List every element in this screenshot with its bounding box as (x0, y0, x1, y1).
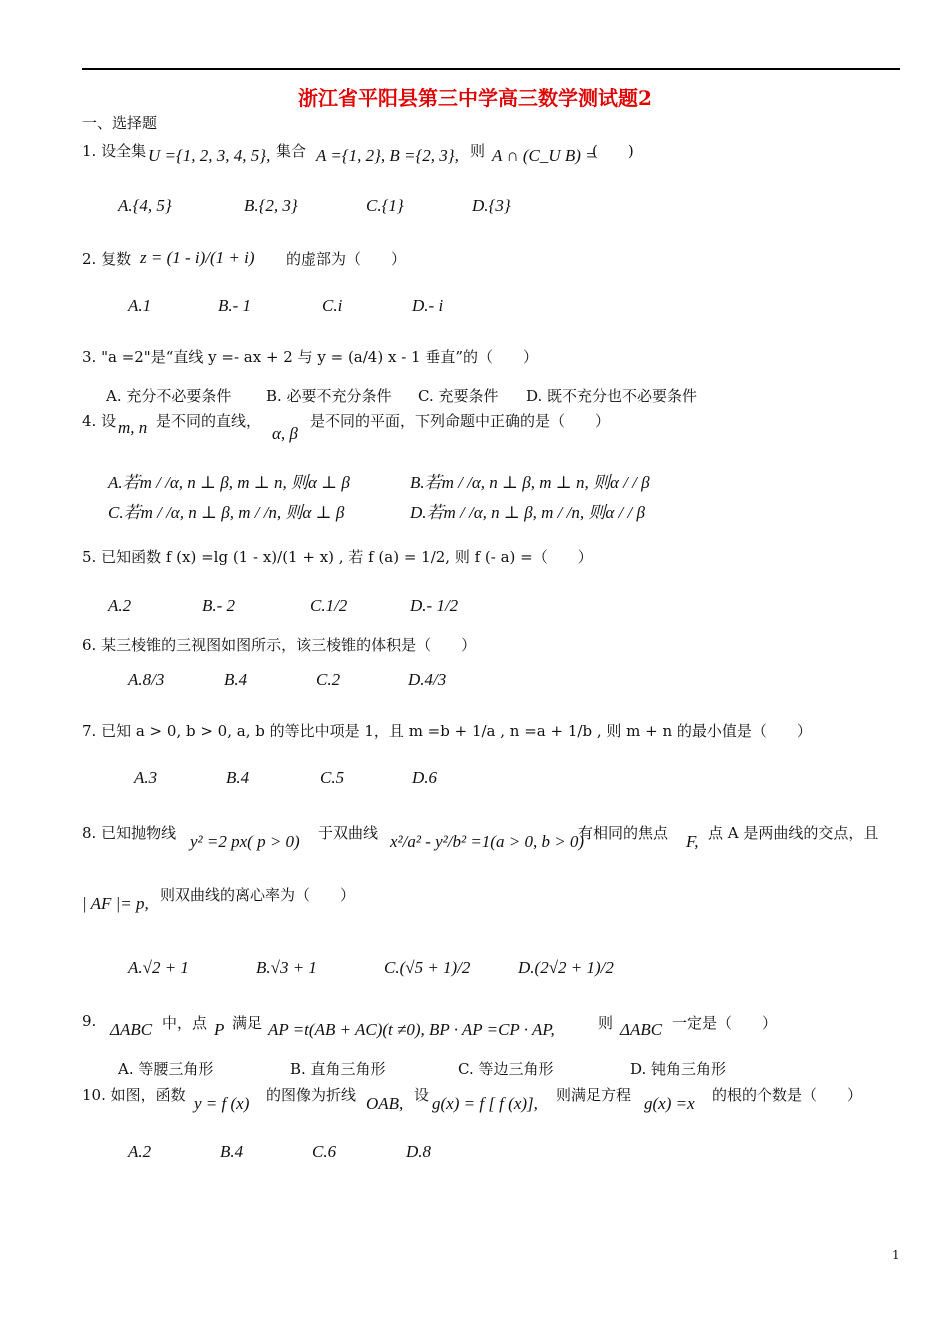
q8-line2-text: 则双曲线的离心率为（ ） (160, 886, 356, 904)
page-title: 浙江省平阳县第三中学高三数学测试题2 (298, 86, 652, 110)
q3-option-c: C. 充要条件 (418, 387, 499, 405)
q10-text-2: 的图像为折线 (266, 1086, 357, 1104)
q8-text-3: 有相同的焦点 (578, 824, 669, 842)
q4-option-c: C.若m / /α, n ⊥ β, m / /n, 则α ⊥ β (108, 503, 345, 522)
q8-option-b: B.√3 + 1 (256, 958, 317, 977)
q8-line2-math: | AF |= p, (82, 894, 149, 913)
q7-option-d: D.6 (412, 768, 438, 787)
q2-math-1: z = (1 - i)/(1 + i) (140, 248, 255, 267)
q9-math-4: ΔABC (620, 1020, 663, 1039)
q4-option-b: B.若m / /α, n ⊥ β, m ⊥ n, 则α / / β (410, 473, 650, 492)
q1-option-b: B.{2, 3} (244, 196, 298, 215)
q9-text-5: 一定是（ ） (672, 1014, 778, 1032)
q10-math-1: y = f (x) (194, 1094, 250, 1113)
q7-option-a: A.3 (134, 768, 158, 787)
q10-text-4: 则满足方程 (556, 1086, 632, 1104)
q6-option-d: D.4/3 (408, 670, 447, 689)
q8-text-4: 点 A 是两曲线的交点，且 (708, 824, 879, 842)
q8-math-3: F, (686, 832, 699, 851)
q1-text-1: 1. 设全集 (82, 142, 147, 160)
q7-text: 7. 已知 a > 0, b > 0, a, b 的等比中项是 1，且 m =b + 1/a , n =a + 1/b , 则 m + n 的最小值是（ ） (82, 722, 812, 740)
q1-option-d: D.{3} (472, 196, 511, 215)
q9-text-4: 则 (598, 1014, 614, 1032)
page-number: 1 (892, 1248, 900, 1262)
q3-option-b: B. 必要不充分条件 (266, 387, 392, 405)
q9-text-3: 满足 (232, 1014, 263, 1032)
q8-text-1: 8. 已知抛物线 (82, 824, 177, 842)
q8-text-2: 于双曲线 (318, 824, 379, 842)
q6-option-c: C.2 (316, 670, 341, 689)
q9-text-1: 9. (82, 1012, 97, 1030)
q9-option-d: D. 钝角三角形 (630, 1060, 727, 1078)
q1-paren: ( ) (592, 142, 634, 160)
q7-option-c: C.5 (320, 768, 345, 787)
q8-option-d: D.(2√2 + 1)/2 (518, 958, 614, 977)
q10-math-3: g(x) = f [ f (x)], (432, 1094, 538, 1113)
q5-text: 5. 已知函数 f (x) =lg (1 - x)/(1 + x) , 若 f (a) = 1/2, 则 f (- a) =（ ） (82, 548, 593, 566)
q4-option-a: A.若m / /α, n ⊥ β, m ⊥ n, 则α ⊥ β (108, 473, 350, 492)
q10-option-d: D.8 (406, 1142, 432, 1161)
q5-option-a: A.2 (108, 596, 132, 615)
q9-option-c: C. 等边三角形 (458, 1060, 554, 1078)
q1-math-2: A ={1, 2}, B ={2, 3}, (316, 146, 459, 165)
q1-option-a: A.{4, 5} (118, 196, 172, 215)
q6-option-a: A.8/3 (128, 670, 165, 689)
q9-option-a: A. 等腰三角形 (118, 1060, 214, 1078)
q10-math-2: OAB, (366, 1094, 404, 1113)
section-heading: 一、选择题 (82, 114, 158, 132)
q4-text-1: 4. 设 (82, 412, 117, 430)
q3-text: 3. "a =2"是“直线 y =- ax + 2 与 y = (a/4) x - 1 垂直”的（ ） (82, 348, 539, 366)
q2-option-a: A.1 (128, 296, 152, 315)
q9-math-2: P (214, 1020, 225, 1039)
q1-math-1: U ={1, 2, 3, 4, 5}, (148, 146, 271, 165)
q4-text-2: 是不同的直线， (156, 412, 262, 430)
q9-math-3: AP =t(AB + AC)(t ≠0), BP · AP =CP · AP, (268, 1020, 555, 1039)
q9-math-1: ΔABC (110, 1020, 153, 1039)
q6-text: 6. 某三棱锥的三视图如图所示，该三棱锥的体积是（ ） (82, 636, 477, 654)
q5-option-c: C.1/2 (310, 596, 348, 615)
q2-option-b: B.- 1 (218, 296, 252, 315)
q8-option-a: A.√2 + 1 (128, 958, 189, 977)
q10-text-1: 10. 如图，函数 (82, 1086, 186, 1104)
q3-option-d: D. 既不充分也不必要条件 (526, 387, 698, 405)
q9-option-b: B. 直角三角形 (290, 1060, 386, 1078)
q8-math-1: y² =2 px( p > 0) (190, 832, 300, 851)
q1-text-3: 则 (470, 142, 486, 160)
q4-option-d: D.若m / /α, n ⊥ β, m / /n, 则α / / β (410, 503, 645, 522)
q2-option-c: C.i (322, 296, 343, 315)
q2-option-d: D.- i (412, 296, 444, 315)
q4-math-2: α, β (272, 424, 298, 443)
q1-math-3: A ∩ (C_U B) = (492, 146, 597, 165)
q8-option-c: C.(√5 + 1)/2 (384, 958, 471, 977)
q4-math-1: m, n (118, 418, 148, 437)
q5-option-b: B.- 2 (202, 596, 236, 615)
q8-math-2: x²/a² - y²/b² =1(a > 0, b > 0) (390, 832, 585, 851)
q7-option-b: B.4 (226, 768, 250, 787)
top-rule (82, 68, 900, 70)
q9-text-2: 中，点 (162, 1014, 208, 1032)
q1-option-c: C.{1} (366, 196, 404, 215)
q5-option-d: D.- 1/2 (410, 596, 459, 615)
q2-text-2: 的虚部为（ ） (286, 250, 407, 268)
q10-math-4: g(x) =x (644, 1094, 695, 1113)
q4-text-3: 是不同的平面，下列命题中正确的是（ ） (310, 412, 611, 430)
q10-text-3: 设 (414, 1086, 430, 1104)
q3-option-a: A. 充分不必要条件 (106, 387, 232, 405)
q1-text-2: 集合 (276, 142, 307, 160)
q6-option-b: B.4 (224, 670, 248, 689)
q10-option-c: C.6 (312, 1142, 337, 1161)
q10-option-a: A.2 (128, 1142, 152, 1161)
q2-text-1: 2. 复数 (82, 250, 132, 268)
q10-option-b: B.4 (220, 1142, 244, 1161)
q10-text-5: 的根的个数是（ ） (712, 1086, 863, 1104)
